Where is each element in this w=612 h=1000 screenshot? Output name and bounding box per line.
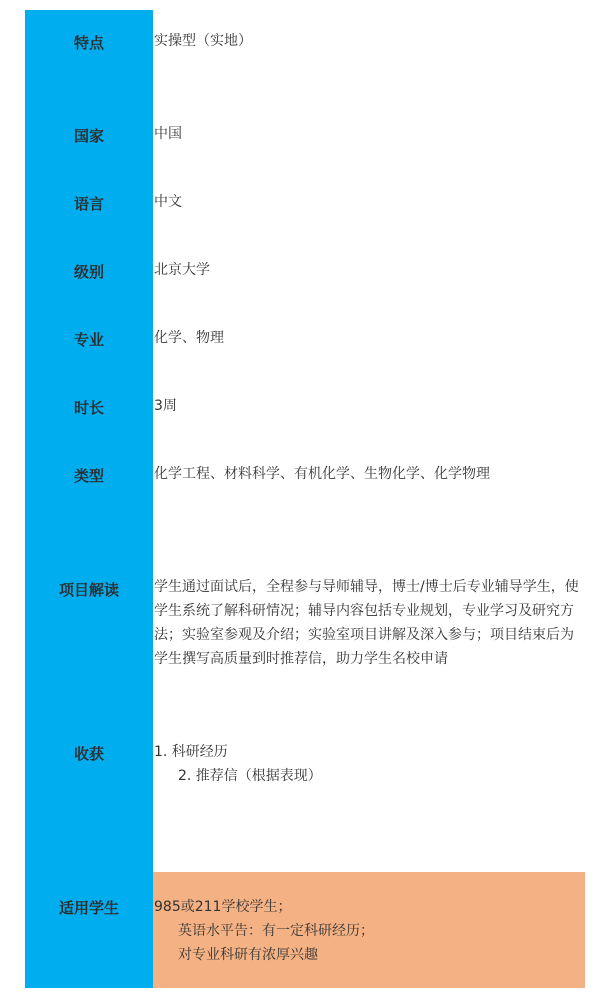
major-value: 化学、物理 bbox=[154, 330, 224, 346]
gains-list bbox=[154, 740, 322, 788]
gains-item: 2. 推荐信（根据表现） bbox=[178, 768, 322, 784]
major-label: 专业 bbox=[73, 331, 104, 349]
type-label: 类型 bbox=[73, 467, 104, 485]
students-item: 985或211学校学生； bbox=[154, 899, 292, 915]
gains-label: 收获 bbox=[73, 745, 104, 763]
country-value: 中国 bbox=[154, 126, 182, 142]
language-value: 中文 bbox=[154, 194, 182, 210]
students-list bbox=[154, 895, 374, 967]
type-value: 化学工程、材料科学、有机化学、生物化学、化学物理 bbox=[154, 466, 490, 482]
students-item: 英语水平告：有一定科研经历； bbox=[178, 923, 374, 939]
duration-label: 时长 bbox=[73, 399, 104, 417]
language-label: 语言 bbox=[73, 195, 104, 213]
program-info-table bbox=[25, 10, 585, 988]
level-label: 级别 bbox=[73, 263, 104, 281]
gains-item: 1. 科研经历 bbox=[154, 744, 228, 760]
interpretation-label: 项目解读 bbox=[58, 581, 119, 599]
country-label: 国家 bbox=[73, 127, 104, 145]
features-value: 实操型（实地） bbox=[154, 33, 252, 49]
students-item: 对专业科研有浓厚兴趣 bbox=[178, 947, 318, 963]
students-label: 适用学生 bbox=[58, 899, 119, 917]
features-label: 特点 bbox=[73, 34, 104, 52]
label-column bbox=[25, 10, 153, 988]
interpretation-value: 学生通过面试后，全程参与导师辅导，博士/博士后专业辅导学生，使学生系统了解科研情况；辅导内容包括专业规划，专业学习及研究方法；实验室参观及介绍；实验室项目讲解及深入参与；项目结束后为学生撰写高质量到时推荐信，助力学生名校申请 bbox=[154, 579, 579, 667]
duration-value: 3周 bbox=[154, 398, 177, 414]
level-value: 北京大学 bbox=[154, 262, 210, 278]
